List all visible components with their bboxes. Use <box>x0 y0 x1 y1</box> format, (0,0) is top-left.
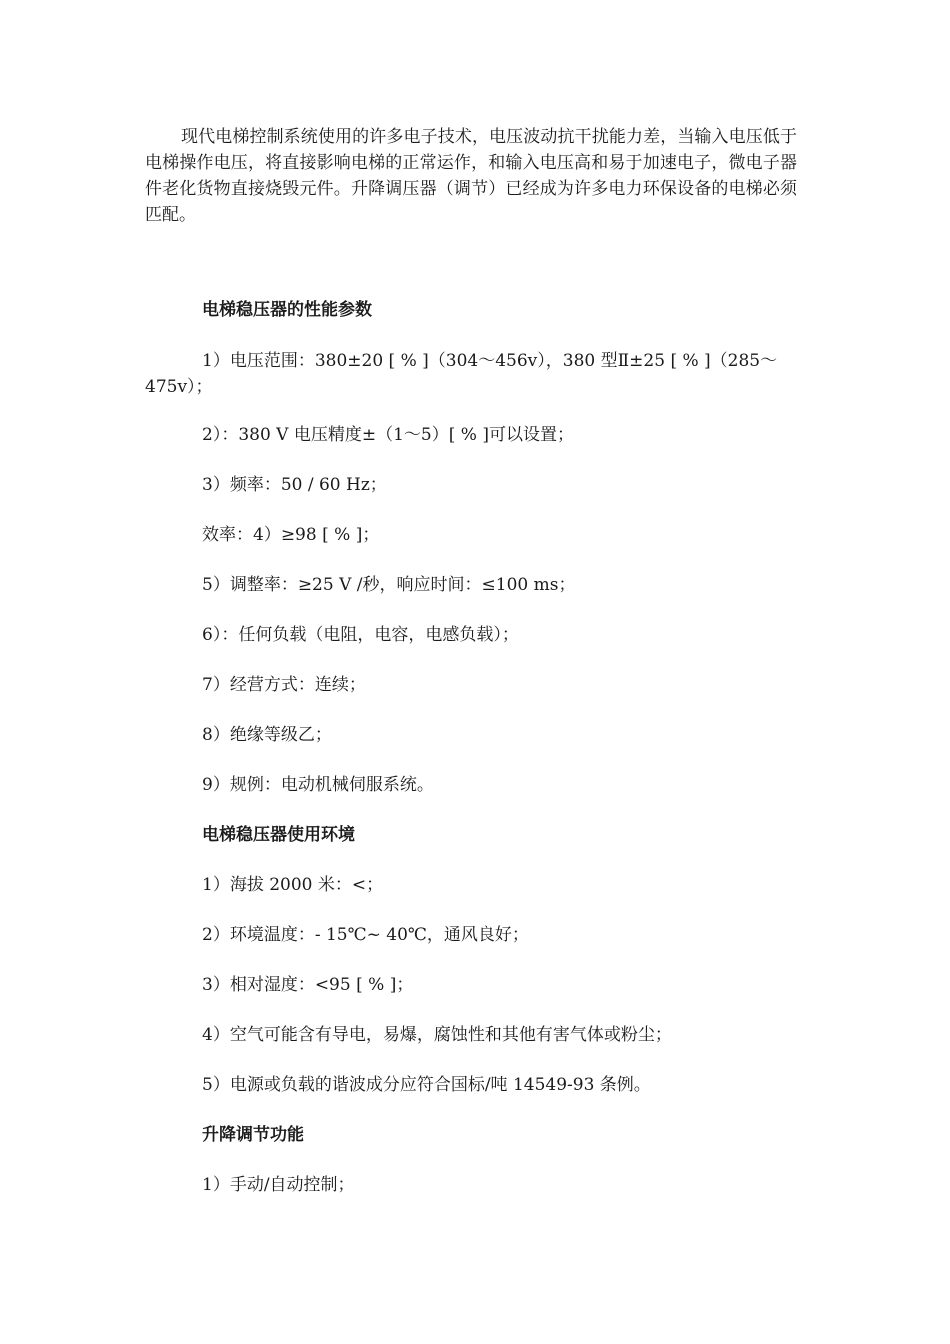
spec-item-insulation: 8）绝缘等级乙； <box>202 725 332 745</box>
env-item-harmonics: 5）电源或负载的谐波成分应符合国标/吨 14549-93 条例。 <box>202 1075 651 1095</box>
spec-item-regulation: 9）规例：电动机械伺服系统。 <box>202 775 434 795</box>
env-item-humidity: 3）相对湿度：<95 [ % ]； <box>202 975 414 995</box>
intro-paragraph: 现代电梯控制系统使用的许多电子技术，电压波动抗干扰能力差，当输入电压低于电梯操作电压，将直接影响电梯的正常运作，和输入电压高和易于加速电子，微电子器件老化货物直接烧毁元件。升降调压器（调节）已经成为许多电力环保设备的电梯必须匹配。 <box>145 127 797 225</box>
env-item-altitude: 1）海拔 2000 米：<； <box>202 875 384 895</box>
env-item-air: 4）空气可能含有导电，易爆，腐蚀性和其他有害气体或粉尘； <box>202 1025 672 1045</box>
section-heading-functions: 升降调节功能 <box>202 1125 304 1145</box>
spec-item-load: 6）：任何负载（电阻，电容，电感负载）； <box>202 625 519 645</box>
spec-item-operation-mode: 7）经营方式：连续； <box>202 675 366 695</box>
spec-item-voltage-range: 1）电压范围：380±20 [ % ]（304～456v），380 型Ⅱ±25 [ % ]（285～475v）； <box>145 351 778 397</box>
spec-item-efficiency: 效率：4）≥98 [ % ]； <box>202 525 380 545</box>
section-heading-performance: 电梯稳压器的性能参数 <box>202 300 372 320</box>
spec-item-voltage-accuracy: 2）：380 V 电压精度±（1～5）[ % ]可以设置； <box>202 425 574 445</box>
env-item-temperature: 2）环境温度：- 15℃~ 40℃，通风良好； <box>202 925 529 945</box>
section-heading-environment: 电梯稳压器使用环境 <box>202 825 355 845</box>
spec-item-adjustment-rate: 5）调整率：≥25 V /秒，响应时间：≤100 ms； <box>202 575 576 595</box>
function-item-control: 1）手动/自动控制； <box>202 1175 355 1195</box>
spec-item-frequency: 3）频率：50 / 60 Hz； <box>202 475 387 495</box>
